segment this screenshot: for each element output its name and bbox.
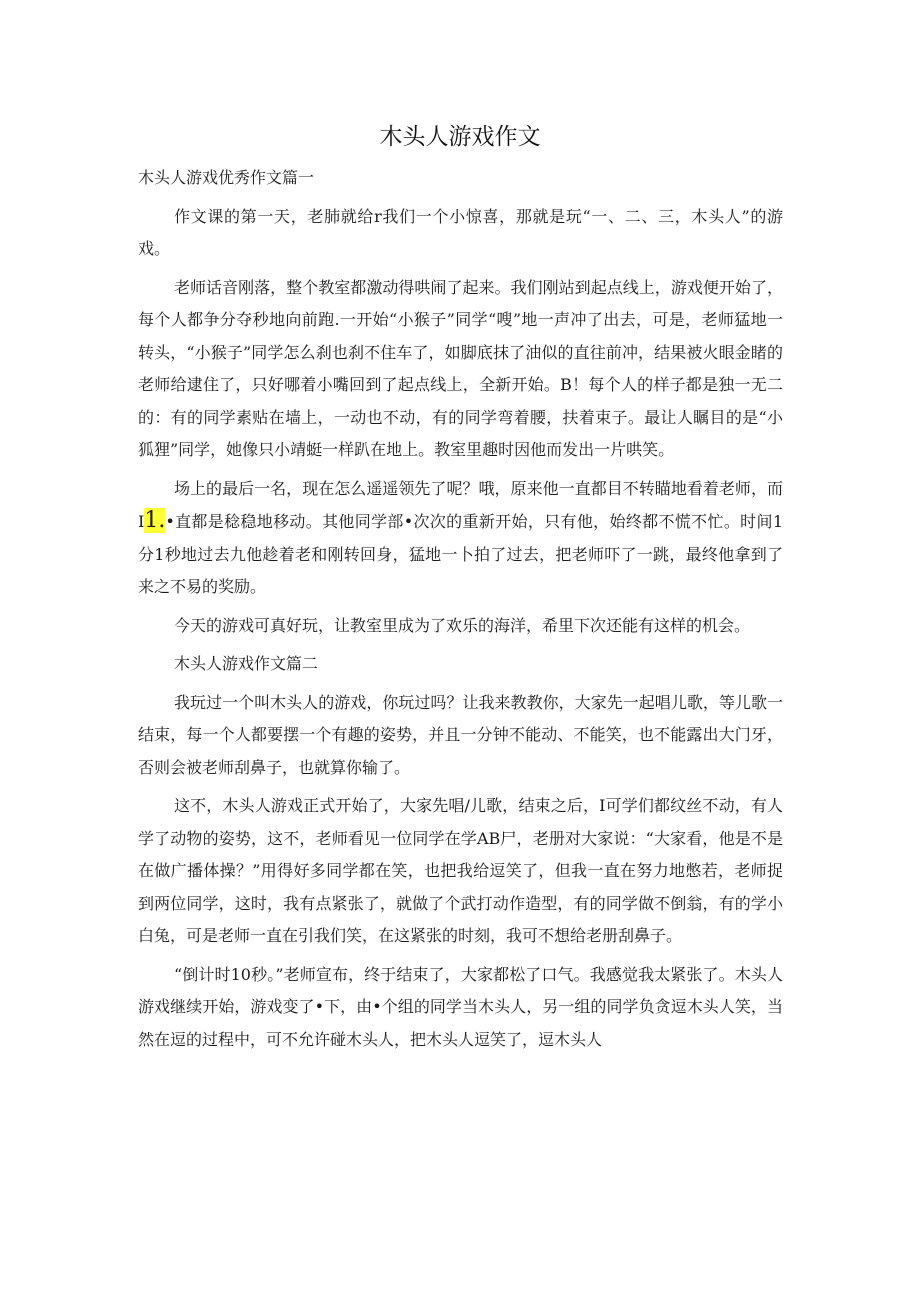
document-title: 木头人游戏作文 [379,124,541,150]
paragraph: 老师话音刚落，整个教室都激动得哄闹了起来。我们刚站到起点线上，游戏便开始了，每个人都争分夺秒地向前跑.一开始“小猴子”同学“嗖”地一声冲了出去，可是，老师猛地一转头，“小猴子”同学怎么刹也刹不住车了，如脚底抹了油似的直往前冲，结果被火眼金睹的老师给逮住了，只好哪着小嘴回到了起点线上，全新开始。B！每个人的样子都是独一无二的：有的同学素贴在墙上，一动也不动，有的同学弯着腰，扶着束子。最让人瞩目的是“小狐狸”同学，她像只小靖蜓一样趴在地上。教室里趣时因他而发出一片哄笑。 [138,277,783,459]
paragraph: “倒计时10秒。”老师宣布，终于结束了，大家都松了口气。我感觉我太紧张了。木头人游戏继续开始，游戏变了•下，由•个组的同学当木头人，另一组的同学负贪逗木头人笑，当然在逗的过程中，可不允许碰木头人，把木头人逗笑了，逗木头人 [138,964,783,1049]
paragraph: 我玩过一个叫木头人的游戏，你玩过吗？让我来教教你，大家先一起唱儿歌，等儿歌一结束，每一个人都要摆一个有趣的姿势，并且一分钟不能动、不能笑，也不能露出大门牙，否则会被老师刮鼻子，也就算你输了。 [138,692,783,777]
section-heading: 木头人游戏优秀作文篇一 [138,168,315,187]
paragraph: 今天的游戏可真好玩，让教室里成为了欢乐的海洋，希里下次还能有这样的机会。 [174,615,751,635]
document-body [138,162,783,1062]
highlighted-text: 1. [144,508,166,533]
section-heading: 木头人游戏作文篇二 [174,654,319,673]
paragraph: 这不，木头人游戏正式开始了，大家先唱/儿歌，结束之后，I可学们都纹丝不动，有人学了动物的姿势，这不，老师看见一位同学在学AB尸，老册对大家说：“大家看，他是不是在做广播体操？”用得好多同学都在笑，也把我给逗笑了，但我一直在努力地憋若，老师捉到两位同学，这时，我有点紧张了，就做了个武打动作造型，有的同学做不倒翁，有的学小白兔，可是老师一直在引我们笑，在这紧张的时刻，我可不想给老册刮鼻子。 [138,796,783,945]
paragraph: 作文课的第一天，老肺就给r我们一个小惊喜，那就是玩“一、二、三，木头人”的游戏。 [138,206,783,258]
paragraph [138,473,783,604]
paragraph-text: 场上的最后一名，现在怎么遥遥领先了呢？哦，原来他一直都目不转瞄地看着老师，而I [138,478,783,531]
paragraph-text: •直都是稔稳地移动。其他同学部•次次的重新开始，只有他，始终都不慌不忙。时间1分1秒地过去九他趁着老和刚转回身，猛地一卜拍了过去，把老师吓了一跳，最终他拿到了来之不易的奖励。 [138,512,783,596]
